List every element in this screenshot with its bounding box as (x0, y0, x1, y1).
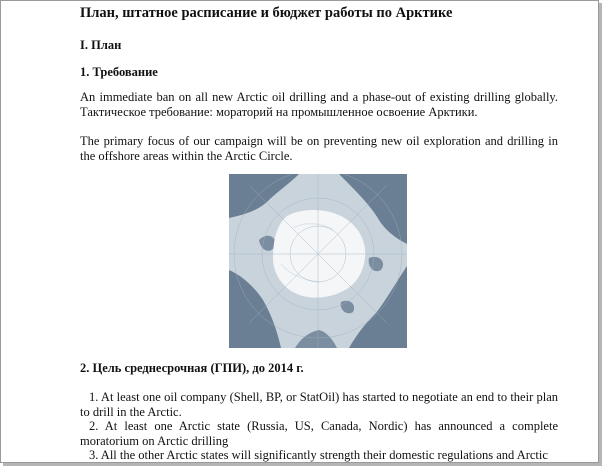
paragraph-focus: The primary focus of our campaign will be on preventing new oil exploration and drilling in the offshore areas within the Arctic Circle. (80, 134, 558, 163)
subsection-heading-goal: 2. Цель среднесрочная (ГПИ), до 2014 г. (80, 361, 304, 375)
list-item: 1. At least one oil company (Shell, BP, or StatOil) has started to negotiate an end to their plan to drill in the Arctic. (80, 390, 558, 419)
section-heading: I. План (80, 38, 122, 52)
document-title: План, штатное расписание и бюджет работы по Арктике (80, 5, 453, 21)
goal-list (80, 390, 558, 463)
list-item: 2. At least one Arctic state (Russia, US, Canada, Nordic) has announced a complete moratorium on Arctic drilling (80, 419, 558, 448)
list-item: 3. All the other Arctic states will significantly strength their domestic regulations and Arctic (89, 448, 548, 462)
paragraph-requirement: An immediate ban on all new Arctic oil drilling and a phase-out of existing drilling globally. Тактическое требование: мораторий на промышленное освоение Арктики. (80, 90, 558, 119)
subsection-heading-requirement: 1. Требование (80, 65, 158, 79)
arctic-map-image (229, 174, 407, 348)
